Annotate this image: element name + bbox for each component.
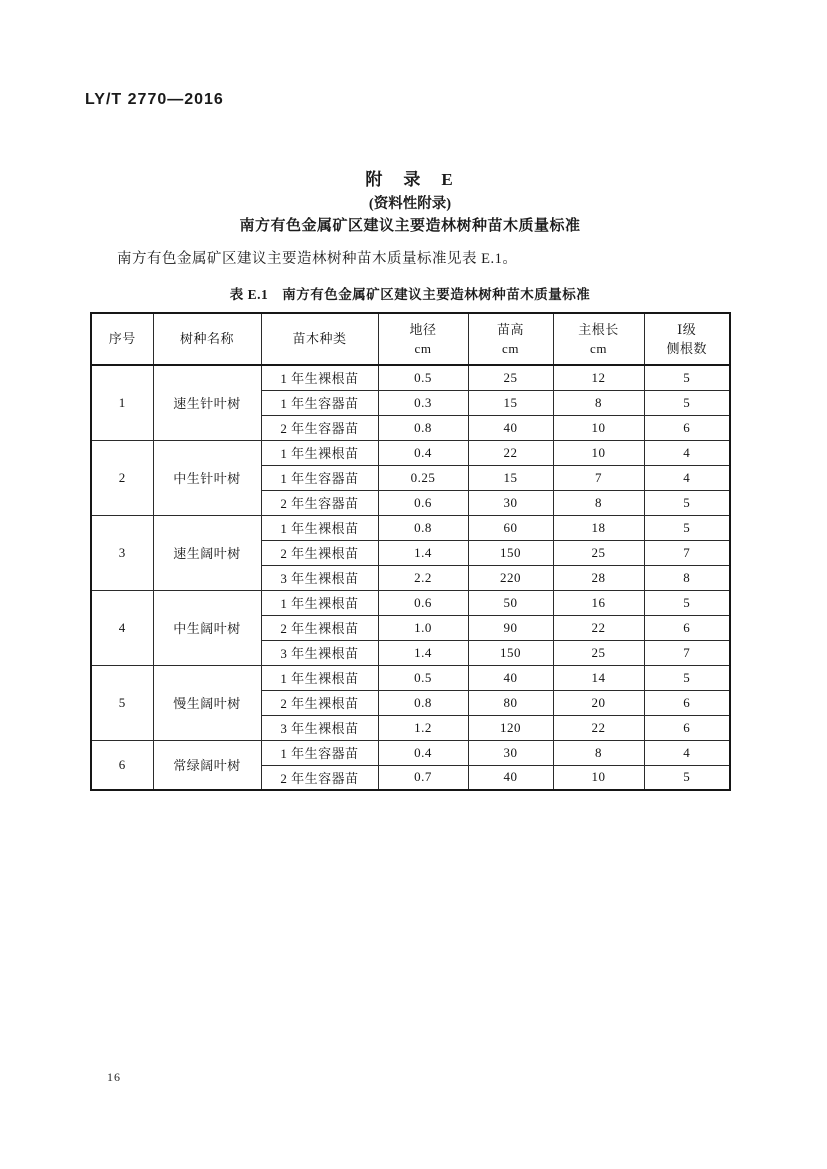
- species-name-cell: 速生阔叶树: [153, 515, 261, 590]
- seedling-type-cell: 2 年生容器苗: [261, 765, 378, 790]
- value-cell: 1.4: [378, 540, 468, 565]
- value-cell: 5: [644, 365, 730, 390]
- value-cell: 8: [553, 390, 644, 415]
- value-cell: 22: [553, 715, 644, 740]
- table-header-row: [91, 313, 730, 365]
- value-cell: 40: [468, 665, 553, 690]
- species-name-cell: 中生针叶树: [153, 440, 261, 515]
- seedling-type-cell: 3 年生裸根苗: [261, 715, 378, 740]
- seedling-type-cell: 2 年生裸根苗: [261, 615, 378, 640]
- value-cell: 5: [644, 515, 730, 540]
- seedling-type-cell: 2 年生容器苗: [261, 490, 378, 515]
- value-cell: 50: [468, 590, 553, 615]
- value-cell: 5: [644, 590, 730, 615]
- value-cell: 25: [553, 640, 644, 665]
- value-cell: 15: [468, 465, 553, 490]
- value-cell: 0.5: [378, 365, 468, 390]
- value-cell: 0.6: [378, 590, 468, 615]
- appendix-title: 附 录 E: [365, 170, 455, 189]
- column-header: 苗木种类: [261, 313, 378, 365]
- value-cell: 7: [553, 465, 644, 490]
- value-cell: 4: [644, 440, 730, 465]
- value-cell: 0.4: [378, 740, 468, 765]
- value-cell: 4: [644, 740, 730, 765]
- seedling-type-cell: 3 年生裸根苗: [261, 565, 378, 590]
- value-cell: 1.0: [378, 615, 468, 640]
- value-cell: 18: [553, 515, 644, 540]
- value-cell: 90: [468, 615, 553, 640]
- seedling-type-cell: 2 年生裸根苗: [261, 690, 378, 715]
- seedling-type-cell: 1 年生容器苗: [261, 740, 378, 765]
- value-cell: 1.2: [378, 715, 468, 740]
- value-cell: 12: [553, 365, 644, 390]
- value-cell: 0.6: [378, 490, 468, 515]
- appendix-subtitle: (资料性附录): [368, 196, 452, 212]
- value-cell: 14: [553, 665, 644, 690]
- value-cell: 0.25: [378, 465, 468, 490]
- value-cell: 10: [553, 765, 644, 790]
- value-cell: 20: [553, 690, 644, 715]
- value-cell: 0.3: [378, 390, 468, 415]
- species-name-cell: 速生针叶树: [153, 365, 261, 440]
- table-row: [91, 365, 730, 390]
- value-cell: 10: [553, 440, 644, 465]
- value-cell: 2.2: [378, 565, 468, 590]
- table-row: [91, 440, 730, 465]
- table-row: [91, 665, 730, 690]
- value-cell: 15: [468, 390, 553, 415]
- value-cell: 5: [644, 765, 730, 790]
- value-cell: 6: [644, 415, 730, 440]
- value-cell: 220: [468, 565, 553, 590]
- value-cell: 150: [468, 640, 553, 665]
- value-cell: 25: [468, 365, 553, 390]
- value-cell: 0.8: [378, 690, 468, 715]
- seedling-type-cell: 1 年生容器苗: [261, 465, 378, 490]
- value-cell: 7: [644, 640, 730, 665]
- species-name-cell: 慢生阔叶树: [153, 665, 261, 740]
- group-number-cell: 4: [91, 590, 153, 665]
- group-number-cell: 6: [91, 740, 153, 790]
- group-number-cell: 5: [91, 665, 153, 740]
- appendix-heading: 南方有色金属矿区建议主要造林树种苗木质量标准: [239, 218, 581, 234]
- value-cell: 16: [553, 590, 644, 615]
- page-number: 16: [107, 1070, 121, 1084]
- group-number-cell: 1: [91, 365, 153, 440]
- value-cell: 22: [468, 440, 553, 465]
- value-cell: 40: [468, 415, 553, 440]
- value-cell: 7: [644, 540, 730, 565]
- seedling-type-cell: 1 年生容器苗: [261, 390, 378, 415]
- value-cell: 6: [644, 615, 730, 640]
- value-cell: 40: [468, 765, 553, 790]
- value-cell: 22: [553, 615, 644, 640]
- species-name-cell: 常绿阔叶树: [153, 740, 261, 790]
- seedling-type-cell: 2 年生裸根苗: [261, 540, 378, 565]
- table-caption: [90, 283, 730, 303]
- value-cell: 80: [468, 690, 553, 715]
- species-name-cell: 中生阔叶树: [153, 590, 261, 665]
- value-cell: 6: [644, 690, 730, 715]
- value-cell: 5: [644, 665, 730, 690]
- value-cell: 10: [553, 415, 644, 440]
- value-cell: 8: [553, 740, 644, 765]
- value-cell: 0.4: [378, 440, 468, 465]
- value-cell: 30: [468, 490, 553, 515]
- value-cell: 6: [644, 715, 730, 740]
- seedling-type-cell: 1 年生裸根苗: [261, 590, 378, 615]
- value-cell: 8: [644, 565, 730, 590]
- seedling-type-cell: 1 年生裸根苗: [261, 365, 378, 390]
- table-row: [91, 740, 730, 765]
- value-cell: 4: [644, 465, 730, 490]
- seedling-type-cell: 1 年生裸根苗: [261, 665, 378, 690]
- column-header: Ⅰ级 侧根数: [644, 313, 730, 365]
- value-cell: 25: [553, 540, 644, 565]
- standard-number: LY/T 2770—2016: [85, 91, 224, 108]
- value-cell: 0.8: [378, 415, 468, 440]
- value-cell: 5: [644, 390, 730, 415]
- table-row: [91, 590, 730, 615]
- value-cell: 150: [468, 540, 553, 565]
- column-header: 主根长 cm: [553, 313, 644, 365]
- value-cell: 1.4: [378, 640, 468, 665]
- table-row: [91, 515, 730, 540]
- value-cell: 120: [468, 715, 553, 740]
- column-header: 苗高 cm: [468, 313, 553, 365]
- column-header: 地径 cm: [378, 313, 468, 365]
- seedling-type-cell: 2 年生容器苗: [261, 415, 378, 440]
- value-cell: 60: [468, 515, 553, 540]
- table-body: [91, 365, 730, 790]
- value-cell: 0.7: [378, 765, 468, 790]
- group-number-cell: 3: [91, 515, 153, 590]
- seedling-type-cell: 1 年生裸根苗: [261, 440, 378, 465]
- column-header: 树种名称: [153, 313, 261, 365]
- value-cell: 0.5: [378, 665, 468, 690]
- value-cell: 30: [468, 740, 553, 765]
- table-caption-label: 表 E.1: [229, 287, 269, 302]
- value-cell: 8: [553, 490, 644, 515]
- group-number-cell: 2: [91, 440, 153, 515]
- seedling-quality-table: [90, 312, 731, 791]
- seedling-type-cell: 1 年生裸根苗: [261, 515, 378, 540]
- column-header: 序号: [91, 313, 153, 365]
- value-cell: 5: [644, 490, 730, 515]
- value-cell: 0.8: [378, 515, 468, 540]
- value-cell: 28: [553, 565, 644, 590]
- table-caption-text: 南方有色金属矿区建议主要造林树种苗木质量标准: [282, 287, 591, 302]
- seedling-type-cell: 3 年生裸根苗: [261, 640, 378, 665]
- body-paragraph: 南方有色金属矿区建议主要造林树种苗木质量标准见表 E.1。: [117, 251, 518, 267]
